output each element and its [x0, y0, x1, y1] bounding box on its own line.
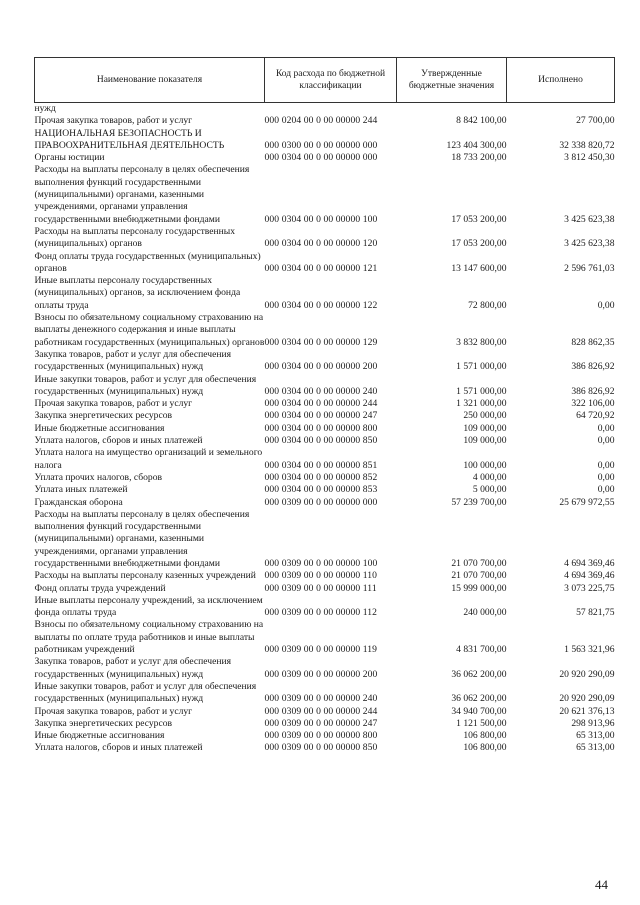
table-row: [35, 583, 615, 595]
row-code: 000 0300 00 0 00 00000 000: [264, 139, 378, 151]
row-code: 000 0304 00 0 00 00000 240: [264, 385, 378, 397]
row-approved: 4 831 700,00: [456, 644, 507, 656]
header-budget-code: Код расхода по бюджетной классификации: [265, 58, 397, 103]
row-approved: 8 842 100,00: [456, 115, 507, 127]
row-approved: 109 000,00: [463, 435, 507, 447]
table-row: [35, 718, 615, 730]
row-approved: 57 239 700,00: [451, 496, 507, 508]
row-executed: 64 720,92: [576, 410, 615, 422]
row-executed: 0,00: [597, 299, 615, 311]
row-name: нужд: [34, 103, 56, 114]
row-approved: 1 121 500,00: [456, 717, 507, 729]
table-row: [35, 398, 615, 410]
header-indicator-name: Наименование показателя: [35, 58, 265, 103]
row-approved: 17 053 200,00: [451, 213, 507, 225]
row-name: Закупка товаров, работ и услуг для обеспечения государственных (муниципальных) нужд: [34, 348, 232, 373]
table-row: [35, 484, 615, 496]
row-name: Закупка энергетических ресурсов: [34, 410, 173, 422]
row-code: 000 0304 00 0 00 00000 244: [264, 398, 378, 410]
row-approved: [397, 103, 507, 116]
row-approved: 18 733 200,00: [451, 152, 507, 164]
table-row: [35, 681, 615, 706]
row-code: 000 0309 00 0 00 00000 112: [264, 607, 378, 619]
row-code: 000 0304 00 0 00 00000 122: [264, 299, 378, 311]
table-row: [35, 447, 615, 472]
row-code: 000 0304 00 0 00 00000 852: [264, 471, 378, 483]
row-name: Иные выплаты персоналу учреждений, за исключением фонда оплаты труда: [34, 594, 263, 619]
row-name: Иные бюджетные ассигнования: [34, 730, 165, 742]
row-executed: 1 563 321,96: [564, 644, 615, 656]
row-code: 000 0304 00 0 00 00000 000: [264, 152, 378, 164]
table-row: [35, 226, 615, 251]
row-executed: 3 073 225,75: [564, 582, 615, 594]
row-executed: 20 920 290,09: [559, 693, 615, 705]
row-code: 000 0309 00 0 00 00000 200: [264, 668, 378, 680]
row-approved: 15 999 000,00: [451, 582, 507, 594]
row-code: 000 0304 00 0 00 00000 100: [264, 213, 378, 225]
budget-execution-table: [34, 57, 615, 755]
row-approved: 123 404 300,00: [446, 139, 507, 151]
table-row: [35, 349, 615, 374]
row-executed: 0,00: [597, 471, 615, 483]
row-name: НАЦИОНАЛЬНАЯ БЕЗОПАСНОСТЬ И ПРАВООХРАНИТЕЛЬНАЯ ДЕЯТЕЛЬНОСТЬ: [34, 127, 225, 151]
row-executed: 27 700,00: [576, 115, 615, 127]
row-approved: 4 000,00: [472, 471, 507, 483]
row-approved: 1 571 000,00: [456, 361, 507, 373]
row-executed: 322 106,00: [571, 398, 615, 410]
row-code: 000 0304 00 0 00 00000 200: [264, 361, 378, 373]
row-approved: 1 571 000,00: [456, 385, 507, 397]
row-executed: 2 596 761,03: [564, 262, 615, 274]
table-row: [35, 472, 615, 484]
row-code: 000 0304 00 0 00 00000 129: [264, 336, 378, 348]
row-code: 000 0304 00 0 00 00000 800: [264, 422, 378, 434]
row-code: 000 0309 00 0 00 00000 119: [264, 644, 378, 656]
row-name: Гражданская оборона: [34, 496, 123, 508]
row-executed: 3 425 623,38: [564, 213, 615, 225]
row-approved: 109 000,00: [463, 422, 507, 434]
row-name: Иные бюджетные ассигнования: [34, 422, 165, 434]
row-executed: 65 313,00: [576, 742, 615, 754]
row-name: Расходы на выплаты персоналу казенных учреждений: [34, 570, 256, 582]
header-approved-values: Утвержденные бюджетные значения: [397, 58, 507, 103]
table-row: [35, 374, 615, 399]
row-approved: 240 000,00: [463, 607, 507, 619]
row-approved: 34 940 700,00: [451, 705, 507, 717]
row-code: 000 0304 00 0 00 00000 121: [264, 262, 378, 274]
row-name: Уплата прочих налогов, сборов: [34, 471, 163, 483]
row-code: 000 0309 00 0 00 00000 247: [264, 717, 378, 729]
row-executed: 0,00: [597, 435, 615, 447]
row-executed: [507, 103, 615, 116]
row-code: 000 0309 00 0 00 00000 111: [264, 582, 377, 594]
row-name: Прочая закупка товаров, работ и услуг: [34, 705, 193, 717]
row-code: 000 0309 00 0 00 00000 000: [264, 496, 378, 508]
row-code: 000 0304 00 0 00 00000 853: [264, 484, 378, 496]
table-row: [35, 435, 615, 447]
row-executed: 4 694 369,46: [564, 570, 615, 582]
row-executed: 20 920 290,09: [559, 668, 615, 680]
table-header: [35, 58, 615, 103]
row-name: Уплата иных платежей: [34, 484, 128, 496]
row-executed: 0,00: [597, 484, 615, 496]
row-executed: 0,00: [597, 459, 615, 471]
table-row: [35, 742, 615, 754]
table-row: [35, 275, 615, 312]
row-name: Фонд оплаты труда учреждений: [34, 582, 166, 594]
row-executed: 57 821,75: [576, 607, 615, 619]
row-code: 000 0309 00 0 00 00000 100: [264, 557, 378, 569]
row-name: Взносы по обязательному социальному страхованию на выплаты денежного содержания и иные выплаты работникам государственных (муниципальных) органов: [34, 312, 265, 348]
row-code: 000 0304 00 0 00 00000 120: [264, 238, 378, 250]
row-approved: 21 070 700,00: [451, 570, 507, 582]
row-name: Прочая закупка товаров, работ и услуг: [34, 398, 193, 410]
row-approved: 72 800,00: [468, 299, 507, 311]
row-code: 000 0309 00 0 00 00000 110: [264, 570, 378, 582]
table-row: [35, 312, 615, 349]
row-executed: 386 826,92: [571, 361, 615, 373]
row-executed: 25 679 972,55: [559, 496, 615, 508]
row-name: Органы юстиции: [34, 152, 105, 164]
row-code: 000 0204 00 0 00 00000 244: [264, 115, 378, 127]
row-executed: 4 694 369,46: [564, 557, 615, 569]
row-executed: 828 862,35: [571, 336, 615, 348]
row-approved: 250 000,00: [463, 410, 507, 422]
row-name: Расходы на выплаты персоналу в целях обеспечения выполнения функций государственными (муниципальными) органами, казенными учреждениями, органами управления государственными внебюджетными фондами: [34, 164, 250, 225]
row-approved: 1 321 000,00: [456, 398, 507, 410]
row-executed: 20 621 376,13: [559, 705, 615, 717]
row-code: 000 0309 00 0 00 00000 850: [264, 742, 378, 754]
row-name: Закупка энергетических ресурсов: [34, 717, 173, 729]
row-name: Расходы на выплаты персоналу государственных (муниципальных) органов: [34, 225, 236, 250]
table-row: [35, 595, 615, 620]
table-row: [35, 706, 615, 718]
row-executed: 0,00: [597, 422, 615, 434]
row-name: Уплата налогов, сборов и иных платежей: [34, 742, 203, 754]
row-approved: 17 053 200,00: [451, 238, 507, 250]
row-name: Прочая закупка товаров, работ и услуг: [34, 115, 193, 127]
row-name: Взносы по обязательному социальному страхованию на выплаты по оплате труда работников и иные выплаты работникам учреждений: [34, 619, 264, 656]
row-name: Закупка товаров, работ и услуг для обеспечения государственных (муниципальных) нужд: [34, 656, 232, 680]
row-name: Уплата налогов, сборов и иных платежей: [34, 435, 203, 447]
page-number: 44: [595, 877, 608, 892]
row-code: [265, 103, 397, 116]
table-row: [35, 570, 615, 582]
table-row: [35, 128, 615, 153]
table-row: [35, 509, 615, 570]
row-executed: 32 338 820,72: [559, 139, 615, 151]
row-executed: 298 913,96: [571, 717, 615, 729]
row-name: Иные выплаты персоналу государственных (муниципальных) органов, за исключением фонда оплаты труда: [34, 275, 241, 311]
table-row: [35, 730, 615, 742]
row-executed: 3 425 623,38: [564, 238, 615, 250]
row-approved: 106 800,00: [463, 730, 507, 742]
row-approved: 36 062 200,00: [451, 668, 507, 680]
row-code: 000 0304 00 0 00 00000 851: [264, 459, 378, 471]
row-code: 000 0304 00 0 00 00000 247: [264, 410, 378, 422]
row-approved: 100 000,00: [463, 459, 507, 471]
table-row: [35, 619, 615, 656]
row-approved: 21 070 700,00: [451, 557, 507, 569]
table-row: [35, 497, 615, 509]
row-approved: 3 832 800,00: [456, 336, 507, 348]
row-code: 000 0309 00 0 00 00000 240: [264, 693, 378, 705]
row-executed: 386 826,92: [571, 385, 615, 397]
table-row: [35, 656, 615, 681]
row-approved: 5 000,00: [472, 484, 507, 496]
row-code: 000 0309 00 0 00 00000 800: [264, 730, 378, 742]
table-body: [35, 103, 615, 755]
row-name: Фонд оплаты труда государственных (муниципальных) органов: [34, 250, 261, 274]
row-name: Уплата налога на имущество организаций и земельного налога: [34, 447, 263, 471]
row-approved: 106 800,00: [463, 742, 507, 754]
row-name: Иные закупки товаров, работ и услуг для обеспечения государственных (муниципальных) нужд: [34, 680, 257, 705]
row-approved: 13 147 600,00: [451, 262, 507, 274]
row-code: 000 0304 00 0 00 00000 850: [264, 435, 378, 447]
table-row: [35, 103, 615, 116]
row-executed: 3 812 450,30: [564, 152, 615, 164]
table-row: [35, 423, 615, 435]
row-name: Расходы на выплаты персоналу в целях обеспечения выполнения функций государственными (муниципальными) органами, казенными учреждениями, органами управления государственными внебюджетными фондами: [34, 508, 250, 569]
table-row: [35, 164, 615, 225]
row-executed: 65 313,00: [576, 730, 615, 742]
table-row: [35, 251, 615, 276]
row-approved: 36 062 200,00: [451, 693, 507, 705]
table-row: [35, 152, 615, 164]
row-code: 000 0309 00 0 00 00000 244: [264, 705, 378, 717]
row-name: Иные закупки товаров, работ и услуг для обеспечения государственных (муниципальных) нужд: [34, 373, 257, 397]
table-row: [35, 410, 615, 422]
table-row: [35, 115, 615, 127]
header-executed: Исполнено: [507, 58, 615, 103]
